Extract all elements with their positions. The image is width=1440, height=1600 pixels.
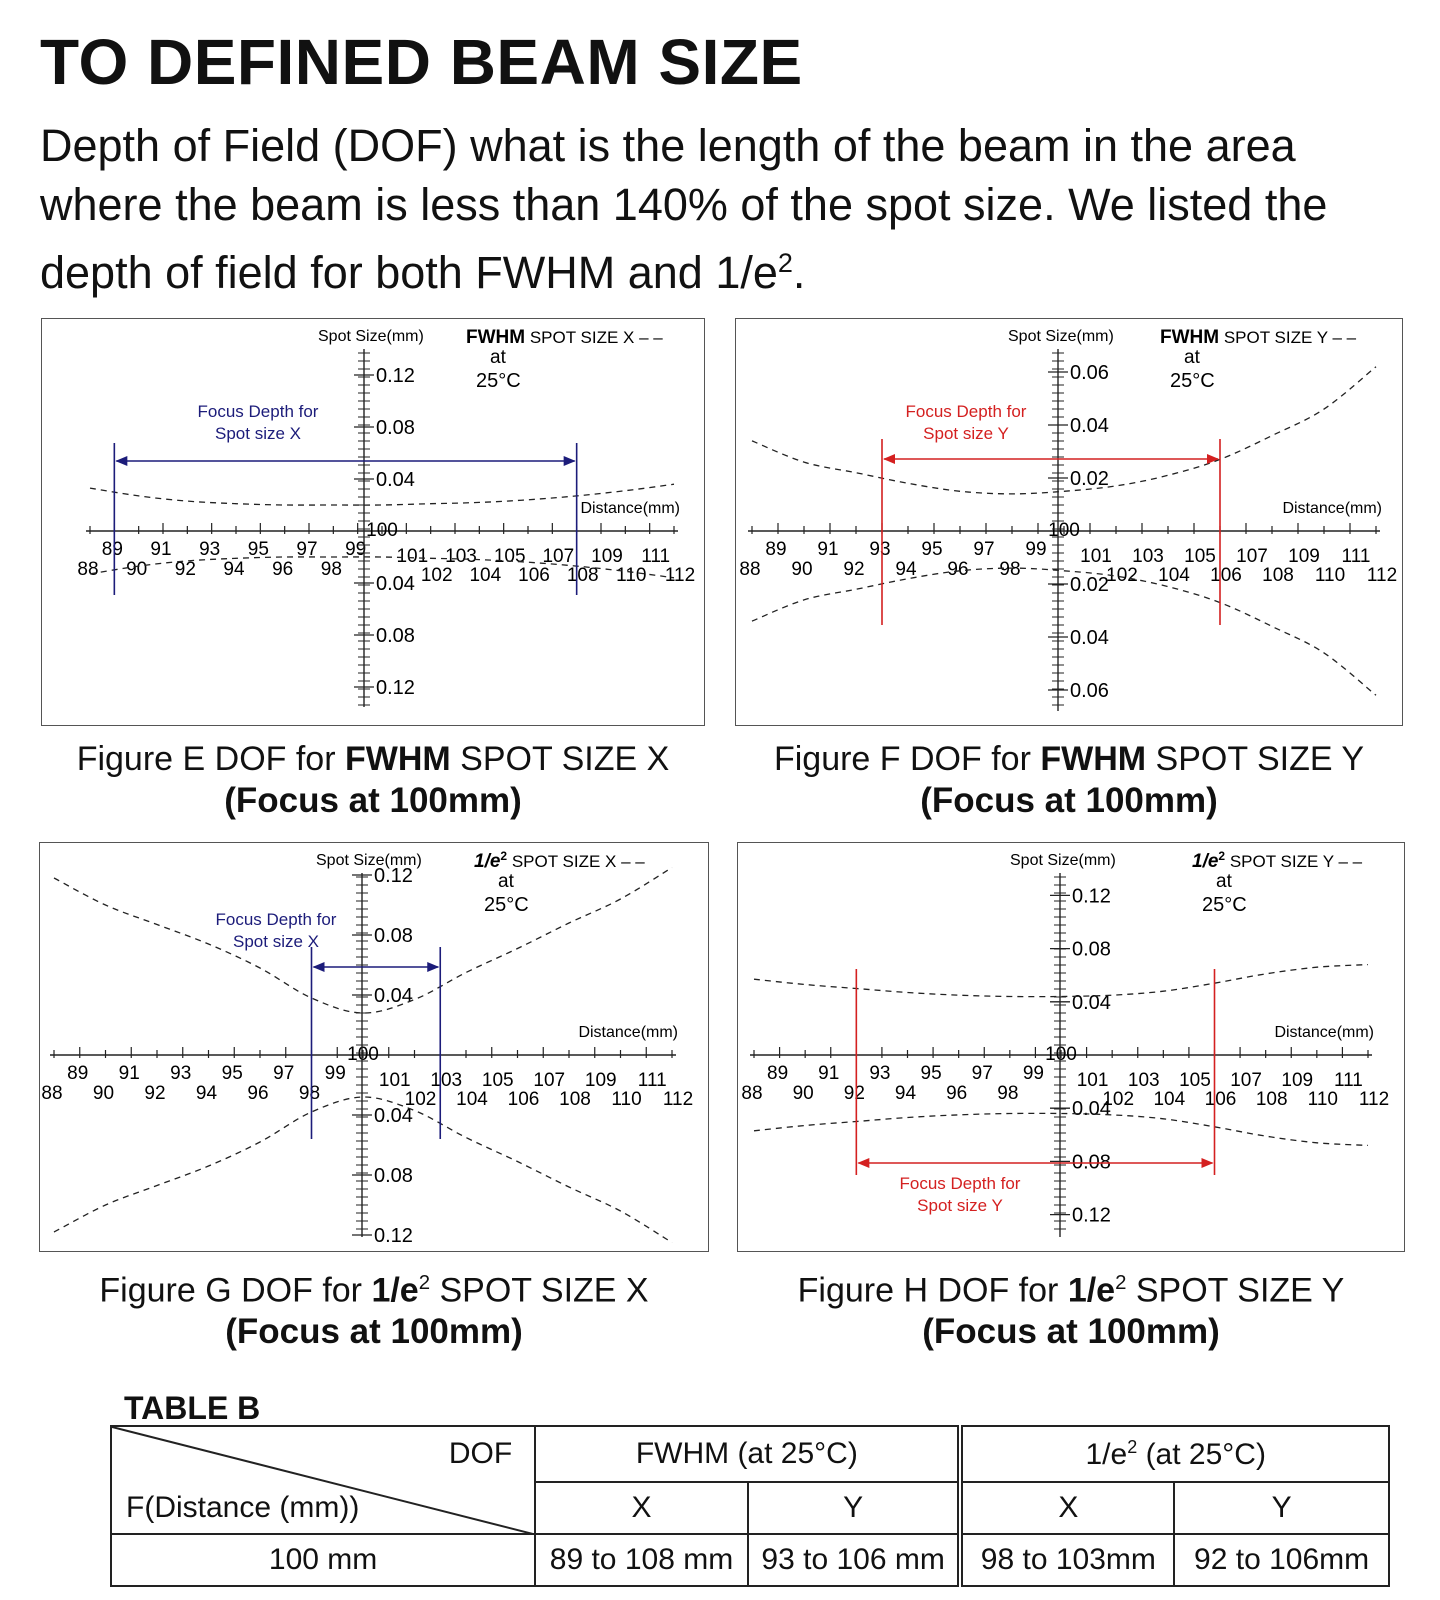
figure-h-chart xyxy=(737,842,1405,1252)
caption-superscript: 2 xyxy=(1115,1272,1127,1294)
legend-temp: 25°C xyxy=(1202,894,1247,916)
x-tick-label: 99 xyxy=(1025,539,1047,560)
legend-at: at xyxy=(1216,871,1232,892)
x-tick-label: 97 xyxy=(273,1063,295,1084)
x-axis-label: Distance(mm) xyxy=(578,1024,678,1041)
x-tick-label: 88 xyxy=(739,559,761,580)
x-tick-label: 110 xyxy=(1307,1089,1338,1110)
x-tick-label: 104 xyxy=(469,565,502,586)
x-tick-label: 108 xyxy=(1262,565,1294,586)
x-tick-label: 92 xyxy=(843,559,865,580)
x-tick-label: 100 xyxy=(1045,1044,1077,1065)
arrowhead-right xyxy=(1207,454,1219,464)
x-tick-label: 102 xyxy=(1106,565,1138,586)
x-tick-label: 111 xyxy=(1333,1070,1363,1091)
y-tick-label: 0.04 xyxy=(376,573,415,595)
legend-bold: 1/e xyxy=(474,851,501,872)
y-tick-label: 0.04 xyxy=(1070,627,1109,649)
x-tick-label: 102 xyxy=(1102,1089,1135,1110)
legend-bold: 1/e xyxy=(1192,851,1219,872)
x-tick-label: 88 xyxy=(41,1083,63,1104)
x-tick-label: 89 xyxy=(67,1063,89,1084)
x-tick-label: 91 xyxy=(817,539,839,560)
y-tick-label: 0.08 xyxy=(374,1165,413,1187)
arrowhead-left xyxy=(313,962,325,972)
intro-superscript: 2 xyxy=(777,248,793,278)
figure-h-plot xyxy=(738,843,1406,1253)
legend-bold: FWHM xyxy=(466,327,526,348)
y-tick-label: 0.08 xyxy=(1072,1151,1111,1174)
x-tick-label: 102 xyxy=(404,1089,437,1110)
x-tick-label: 89 xyxy=(101,539,123,560)
x-tick-label: 108 xyxy=(566,565,599,586)
x-tick-label: 98 xyxy=(999,559,1021,580)
x-tick-label: 97 xyxy=(973,539,995,560)
legend-sup: 2 xyxy=(500,849,508,863)
corner-dof-label: DOF xyxy=(448,1437,513,1470)
figure-f-chart xyxy=(735,318,1403,726)
x-tick-label: 88 xyxy=(741,1083,763,1104)
x-tick-label: 109 xyxy=(1288,546,1320,567)
x-tick-label: 112 xyxy=(664,565,696,586)
x-tick-label: 101 xyxy=(1076,1070,1109,1091)
x-tick-label: 98 xyxy=(298,1083,321,1104)
x-tick-label: 94 xyxy=(895,559,917,580)
x-tick-label: 94 xyxy=(223,559,245,580)
x-tick-label: 103 xyxy=(445,546,477,567)
legend-title xyxy=(1192,849,1363,872)
caption-prefix: Figure G DOF for xyxy=(99,1271,372,1310)
header-1e2-suffix: (at 25°C) xyxy=(1137,1437,1266,1471)
x-tick-label: 105 xyxy=(493,546,526,567)
x-tick-label: 97 xyxy=(296,539,318,560)
x-tick-label: 106 xyxy=(507,1089,540,1110)
x-tick-label: 112 xyxy=(1358,1089,1390,1110)
x-tick-label: 111 xyxy=(641,546,671,567)
x-tick-label: 92 xyxy=(843,1083,865,1104)
x-tick-label: 101 xyxy=(396,546,429,567)
beam-profile-upper xyxy=(54,868,672,1014)
x-tick-label: 108 xyxy=(559,1089,591,1110)
intro-paragraph xyxy=(40,116,1420,302)
x-tick-label: 105 xyxy=(481,1070,514,1091)
x-tick-label: 105 xyxy=(1184,546,1216,567)
x-axis-label: Distance(mm) xyxy=(1274,1024,1374,1041)
x-tick-label: 100 xyxy=(366,520,398,541)
x-tick-label: 101 xyxy=(1080,546,1112,567)
caption-suffix: SPOT SIZE X xyxy=(430,1271,649,1310)
intro-end: . xyxy=(792,247,806,298)
x-tick-label: 109 xyxy=(584,1070,617,1091)
y-tick-label: 0.12 xyxy=(374,1225,413,1247)
legend-temp: 25°C xyxy=(484,894,529,916)
x-tick-label: 110 xyxy=(1314,565,1346,586)
legend-series: SPOT SIZE X – – xyxy=(507,852,645,871)
legend-series: SPOT SIZE X – – xyxy=(525,328,663,347)
x-tick-label: 89 xyxy=(765,539,787,560)
x-tick-label: 94 xyxy=(195,1083,218,1104)
focus-depth-label: Spot size Y xyxy=(917,1196,1003,1215)
caption-superscript: 2 xyxy=(418,1272,431,1294)
arrowhead-left xyxy=(883,454,895,464)
figure-g-plot xyxy=(40,843,710,1253)
x-tick-label: 103 xyxy=(430,1070,463,1091)
caption-prefix: Figure F DOF for xyxy=(773,740,1041,778)
legend-at: at xyxy=(498,871,514,892)
x-tick-label: 95 xyxy=(221,1063,243,1084)
x-tick-label: 98 xyxy=(320,559,342,580)
x-tick-label: 100 xyxy=(1048,520,1080,541)
x-tick-label: 96 xyxy=(272,559,294,580)
x-tick-label: 109 xyxy=(1281,1070,1314,1091)
x-tick-label: 107 xyxy=(1230,1070,1262,1091)
x-tick-label: 90 xyxy=(792,1083,814,1104)
header-1e2 xyxy=(960,1426,1389,1482)
caption-suffix: SPOT SIZE X xyxy=(450,740,670,778)
x-tick-label: 100 xyxy=(347,1044,379,1065)
x-tick-label: 90 xyxy=(791,559,813,580)
x-tick-label: 102 xyxy=(420,565,453,586)
table-corner-cell xyxy=(111,1426,535,1534)
beam-profile-upper xyxy=(752,367,1376,494)
x-axis-label: Distance(mm) xyxy=(1282,500,1382,517)
dof-table xyxy=(110,1425,1390,1587)
y-tick-label: 0.04 xyxy=(374,985,413,1007)
y-axis-label: Spot Size(mm) xyxy=(318,328,424,345)
y-tick-label: 0.02 xyxy=(1070,468,1109,490)
x-tick-label: 103 xyxy=(1127,1070,1160,1091)
y-tick-label: 0.12 xyxy=(1072,1204,1111,1227)
x-tick-label: 107 xyxy=(533,1070,566,1091)
x-tick-label: 92 xyxy=(174,559,196,580)
x-tick-label: 106 xyxy=(518,565,550,586)
x-tick-label: 105 xyxy=(1179,1070,1211,1091)
x-tick-label: 110 xyxy=(616,565,647,586)
caption-focus: (Focus at 100mm) xyxy=(920,781,1218,820)
focus-depth-label: Focus Depth for xyxy=(905,402,1027,421)
x-tick-label: 104 xyxy=(456,1089,488,1110)
caption-bold: 1/e xyxy=(1067,1271,1116,1310)
x-tick-label: 99 xyxy=(345,539,367,560)
y-tick-label: 0.12 xyxy=(376,677,415,699)
x-tick-label: 92 xyxy=(144,1083,166,1104)
header-fwhm: FWHM (at 25°C) xyxy=(535,1426,960,1482)
y-tick-label: 0.04 xyxy=(1070,415,1109,437)
header-1e2-sup: 2 xyxy=(1127,1436,1138,1457)
y-tick-label: 0.02 xyxy=(1070,574,1109,596)
caption-suffix: SPOT SIZE Y xyxy=(1126,1271,1345,1310)
subheader-1e2-x: X xyxy=(960,1482,1174,1534)
y-tick-label: 0.04 xyxy=(376,469,415,491)
x-tick-label: 99 xyxy=(324,1063,346,1084)
caption-focus: (Focus at 100mm) xyxy=(922,1312,1220,1352)
y-tick-label: 0.12 xyxy=(1072,885,1111,908)
legend-at: at xyxy=(1184,347,1200,368)
y-axis-label: Spot Size(mm) xyxy=(1010,852,1116,869)
row-distance: 100 mm xyxy=(111,1534,535,1586)
x-tick-label: 97 xyxy=(971,1063,993,1084)
x-tick-label: 104 xyxy=(1153,1089,1186,1110)
y-tick-label: 0.04 xyxy=(1072,991,1111,1014)
x-tick-label: 112 xyxy=(1366,565,1398,586)
x-tick-label: 90 xyxy=(126,559,148,580)
y-axis-label: Spot Size(mm) xyxy=(316,852,422,869)
y-tick-label: 0.04 xyxy=(1072,1098,1111,1121)
x-tick-label: 91 xyxy=(118,1063,140,1084)
x-tick-label: 99 xyxy=(1022,1063,1044,1084)
x-tick-label: 96 xyxy=(947,559,969,580)
subheader-fwhm-x: X xyxy=(535,1482,748,1534)
x-tick-label: 109 xyxy=(591,546,623,567)
legend-temp: 25°C xyxy=(1170,370,1215,392)
arrowhead-left xyxy=(115,456,127,466)
caption-bold: 1/e xyxy=(371,1271,419,1310)
focus-depth-label: Focus Depth for xyxy=(197,402,319,421)
x-tick-label: 89 xyxy=(767,1063,789,1084)
x-tick-label: 93 xyxy=(869,539,891,560)
arrowhead-right xyxy=(1202,1158,1214,1168)
legend-at: at xyxy=(490,347,506,368)
y-tick-label: 0.12 xyxy=(376,365,415,387)
arrowhead-right xyxy=(427,962,439,972)
x-tick-label: 95 xyxy=(247,539,269,560)
x-tick-label: 106 xyxy=(1204,1089,1237,1110)
legend-title xyxy=(1160,327,1357,348)
legend-title xyxy=(474,849,645,872)
y-tick-label: 0.08 xyxy=(376,417,415,439)
caption-focus: (Focus at 100mm) xyxy=(224,781,522,820)
x-tick-label: 103 xyxy=(1132,546,1164,567)
arrowhead-left xyxy=(857,1158,869,1168)
focus-depth-label: Spot size Y xyxy=(923,424,1009,443)
figure-f-plot xyxy=(736,319,1404,727)
caption-bold: FWHM xyxy=(1040,740,1147,778)
x-tick-label: 111 xyxy=(1341,546,1371,567)
page-title: TO DEFINED BEAM SIZE xyxy=(40,26,803,98)
x-tick-label: 98 xyxy=(997,1083,1019,1104)
figure-g-caption xyxy=(39,1262,709,1353)
x-tick-label: 111 xyxy=(637,1070,667,1091)
x-tick-label: 93 xyxy=(869,1063,891,1084)
legend-temp: 25°C xyxy=(476,370,521,392)
caption-bold: FWHM xyxy=(344,740,451,778)
legend-bold: FWHM xyxy=(1160,327,1220,348)
x-tick-label: 91 xyxy=(818,1063,840,1084)
legend-series: SPOT SIZE Y – – xyxy=(1225,852,1363,871)
x-tick-label: 107 xyxy=(1236,546,1268,567)
figure-e-caption xyxy=(41,738,705,822)
focus-depth-label: Spot size X xyxy=(233,932,319,951)
table-row xyxy=(111,1534,1389,1586)
focus-depth-label: Focus Depth for xyxy=(899,1174,1021,1193)
y-tick-label: 0.06 xyxy=(1070,680,1109,702)
y-tick-label: 0.12 xyxy=(374,865,413,887)
y-axis-label: Spot Size(mm) xyxy=(1008,328,1114,345)
y-tick-label: 0.08 xyxy=(376,625,415,647)
x-tick-label: 95 xyxy=(921,539,943,560)
y-tick-label: 0.06 xyxy=(1070,362,1109,384)
x-tick-label: 95 xyxy=(920,1063,942,1084)
caption-prefix: Figure H DOF for xyxy=(797,1271,1068,1310)
figure-g-chart xyxy=(39,842,709,1252)
x-tick-label: 106 xyxy=(1210,565,1242,586)
cell-fwhm-y: 93 to 106 mm xyxy=(748,1534,961,1586)
cell-1e2-y: 92 to 106mm xyxy=(1174,1534,1389,1586)
focus-depth-label: Spot size X xyxy=(215,424,301,443)
cell-1e2-x: 98 to 103mm xyxy=(960,1534,1174,1586)
focus-depth-label: Focus Depth for xyxy=(215,910,337,929)
corner-distance-label: F(Distance (mm)) xyxy=(126,1491,360,1524)
header-1e2-text: 1/e xyxy=(1085,1437,1128,1471)
table-title: TABLE B xyxy=(124,1390,261,1426)
x-tick-label: 91 xyxy=(150,539,172,560)
caption-prefix: Figure E DOF for xyxy=(76,740,345,778)
intro-text: Depth of Field (DOF) what is the length of the beam in the area where the beam is less than 140% of the spot size. We listed the depth of field for both FWHM and 1/e xyxy=(40,120,1328,298)
x-tick-label: 96 xyxy=(247,1083,269,1104)
y-tick-label: 0.08 xyxy=(374,925,413,947)
x-tick-label: 96 xyxy=(946,1083,968,1104)
legend-sup: 2 xyxy=(1218,849,1226,863)
legend-series: SPOT SIZE Y – – xyxy=(1219,328,1357,347)
x-axis-label: Distance(mm) xyxy=(580,500,680,517)
beam-profile-lower xyxy=(752,568,1376,695)
x-tick-label: 110 xyxy=(611,1089,642,1110)
x-tick-label: 88 xyxy=(77,559,99,580)
figure-e-plot xyxy=(42,319,706,727)
arrowhead-right xyxy=(564,456,576,466)
x-tick-label: 107 xyxy=(542,546,575,567)
x-tick-label: 101 xyxy=(378,1070,411,1091)
x-tick-label: 93 xyxy=(170,1063,192,1084)
x-tick-label: 112 xyxy=(662,1089,694,1110)
subheader-1e2-y: Y xyxy=(1174,1482,1389,1534)
figure-h-caption xyxy=(737,1262,1405,1353)
caption-focus: (Focus at 100mm) xyxy=(225,1312,523,1352)
legend-title xyxy=(466,327,663,348)
caption-suffix: SPOT SIZE Y xyxy=(1146,740,1365,778)
x-tick-label: 90 xyxy=(92,1083,115,1104)
x-tick-label: 104 xyxy=(1158,565,1190,586)
y-tick-label: 0.04 xyxy=(374,1105,413,1127)
y-tick-label: 0.08 xyxy=(1072,938,1111,961)
figure-e-chart xyxy=(41,318,705,726)
cell-fwhm-x: 89 to 108 mm xyxy=(535,1534,748,1586)
x-tick-label: 94 xyxy=(894,1083,917,1104)
x-tick-label: 93 xyxy=(199,539,221,560)
subheader-fwhm-y: Y xyxy=(748,1482,961,1534)
figure-f-caption xyxy=(735,738,1403,822)
x-tick-label: 108 xyxy=(1255,1089,1288,1110)
